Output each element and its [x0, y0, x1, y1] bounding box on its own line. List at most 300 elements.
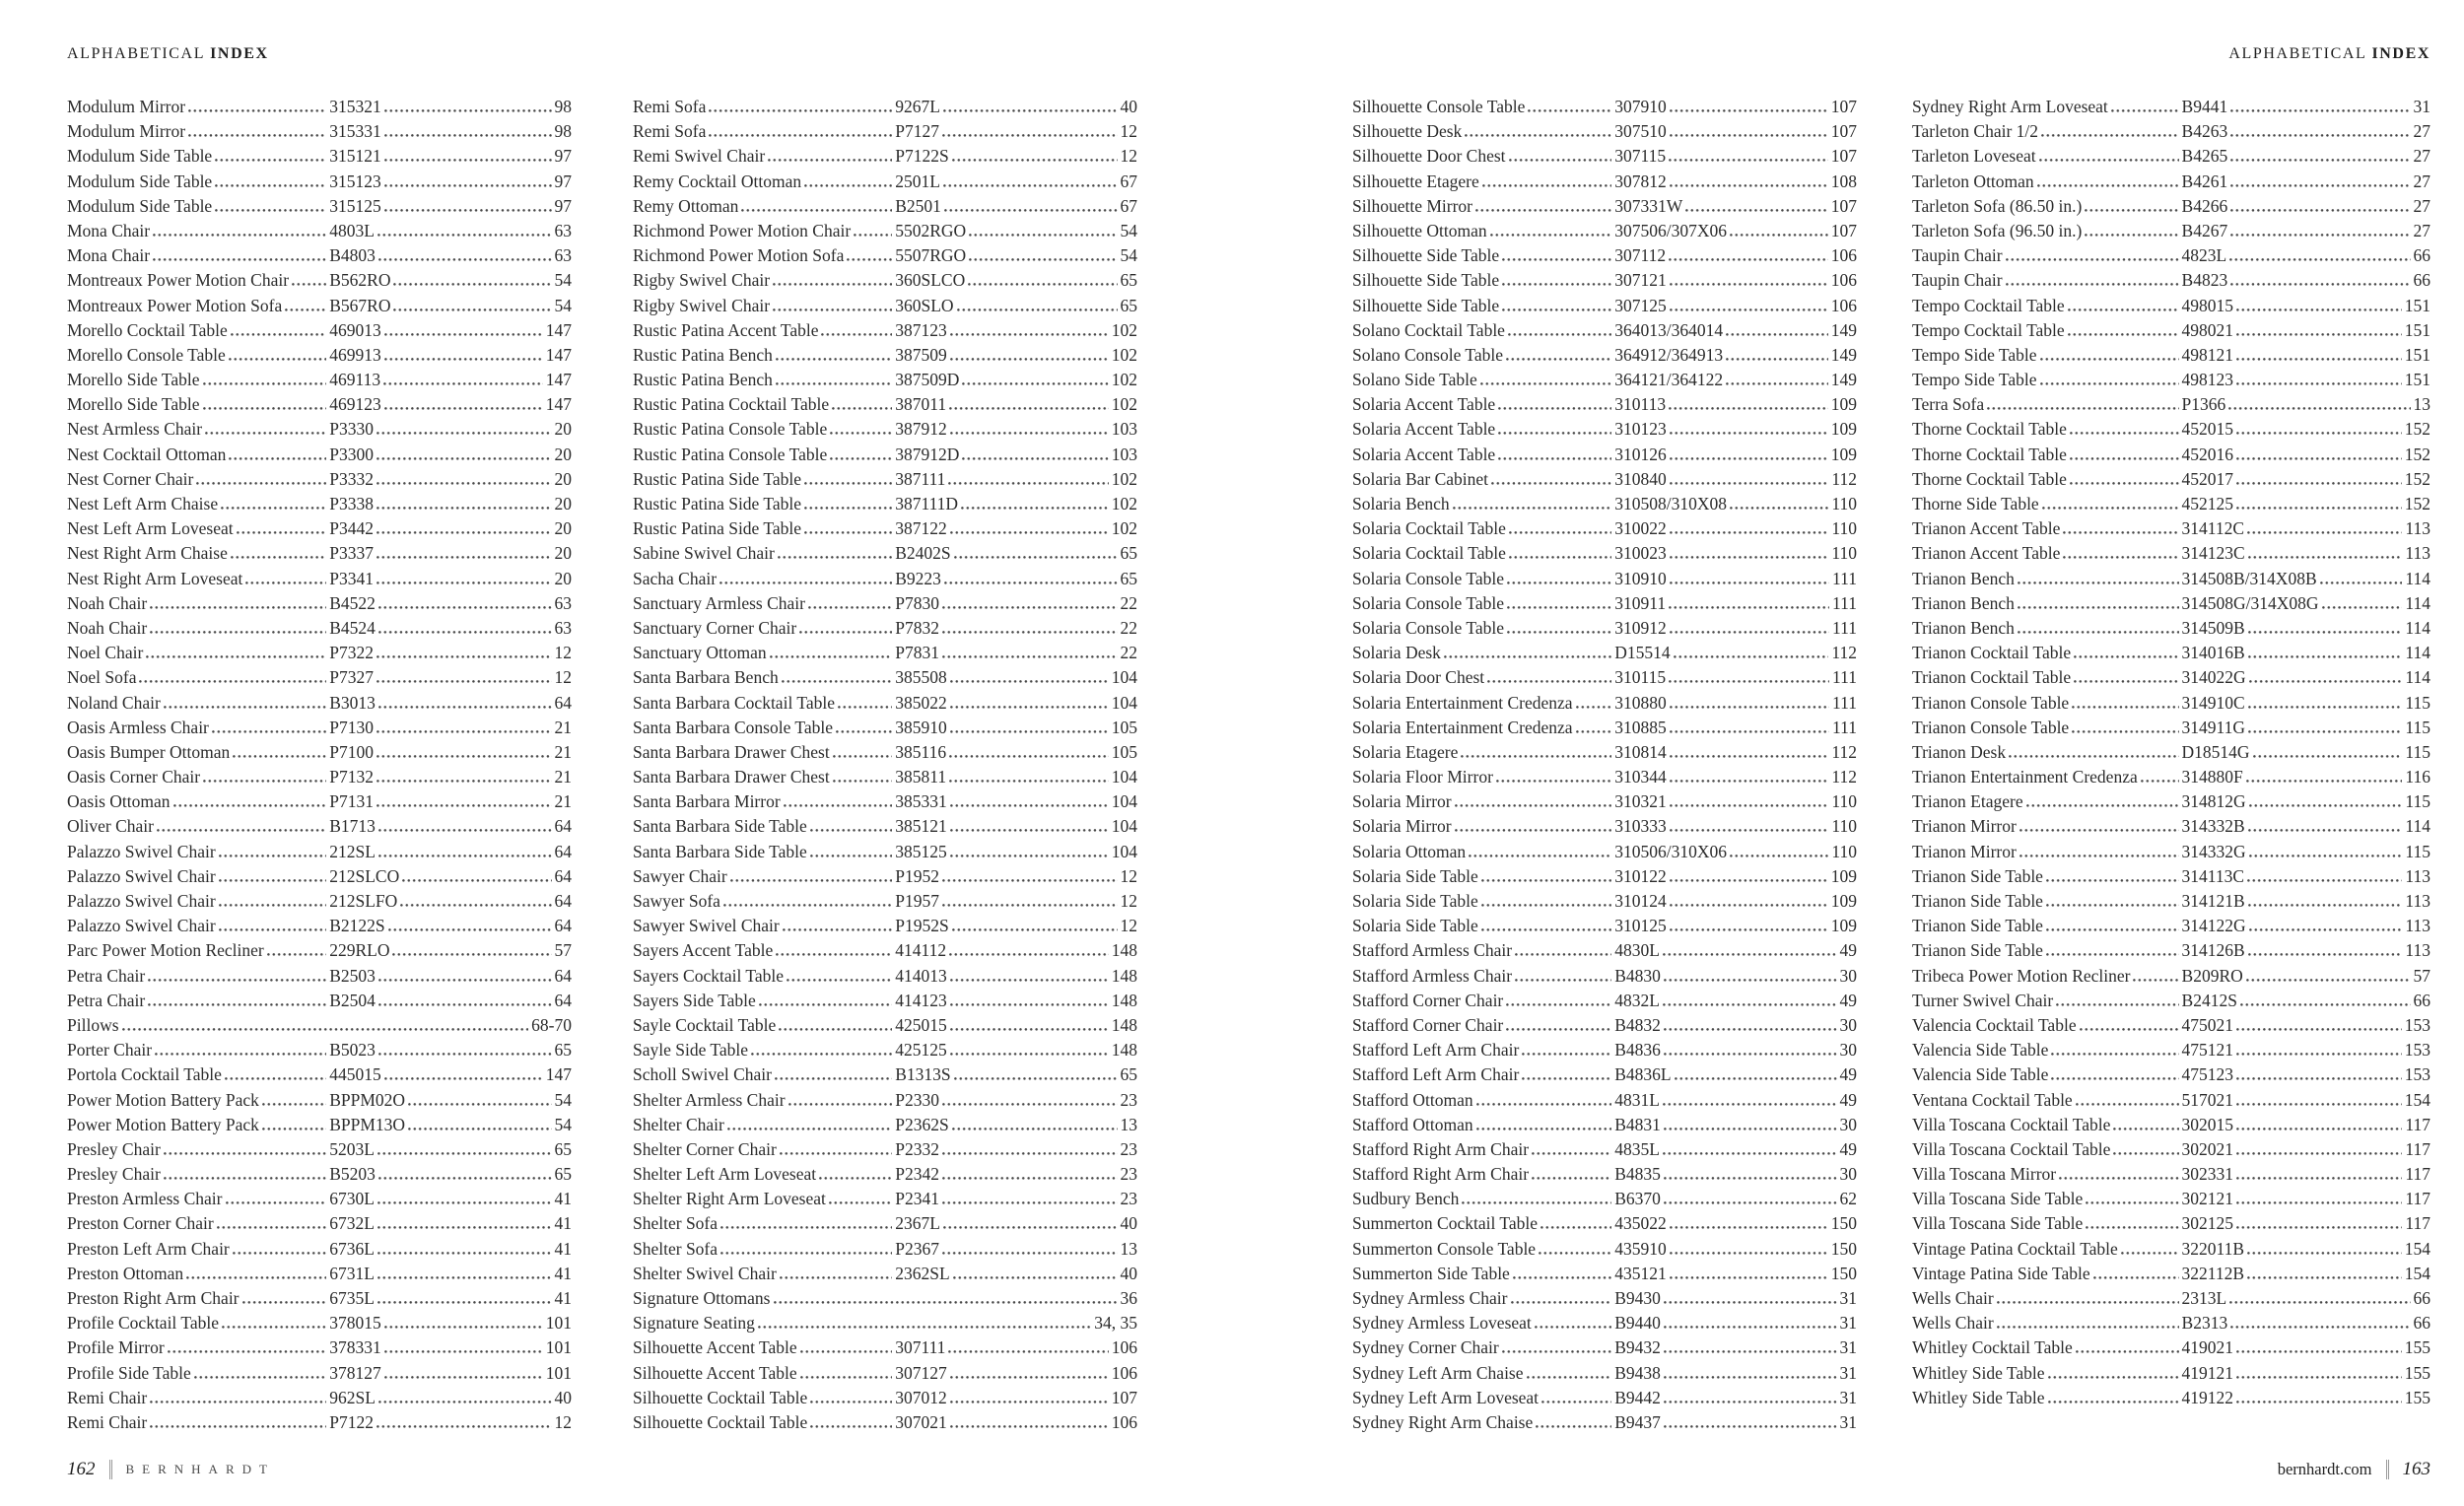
entry-name: Solano Cocktail Table — [1352, 319, 1505, 340]
dot-leader — [1669, 159, 1828, 162]
entry-model: B4266 — [2181, 195, 2228, 216]
page-footer-left — [67, 1459, 275, 1480]
entry-page: 101 — [545, 1362, 572, 1383]
dot-leader — [2093, 1276, 2179, 1279]
dot-leader — [1481, 904, 1612, 907]
dot-leader — [942, 1103, 1118, 1106]
entry-model: P7322 — [329, 643, 374, 663]
entry-left — [1352, 789, 1614, 814]
index-entry — [67, 467, 572, 492]
dot-leader — [1663, 1152, 1837, 1155]
entry-left — [67, 938, 329, 963]
entry-left — [1912, 443, 2182, 467]
entry-right — [329, 665, 572, 690]
dot-leader — [2006, 283, 2179, 286]
entry-name: Modulum Side Table — [67, 146, 213, 167]
entry-page: 155 — [2404, 1387, 2430, 1407]
entry-page: 107 — [1830, 195, 1857, 216]
dot-leader — [804, 482, 892, 485]
index-entry — [1352, 840, 1857, 864]
entry-right — [895, 417, 1137, 442]
index-entry — [67, 591, 572, 616]
entry-right — [895, 294, 1137, 318]
entry-right — [1614, 591, 1857, 616]
dot-leader — [2040, 382, 2179, 385]
entry-right — [2182, 1187, 2430, 1211]
entry-page: 67 — [1120, 171, 1137, 191]
dot-leader — [950, 730, 1109, 733]
entry-name: Sanctuary Ottoman — [633, 643, 767, 663]
entry-name: Solaria Ottoman — [1352, 841, 1467, 861]
index-column-1 — [67, 95, 572, 1435]
dot-leader — [741, 209, 892, 212]
entry-name: Sydney Right Arm Loveseat — [1912, 97, 2108, 116]
entry-left — [1352, 641, 1614, 665]
index-entry — [1912, 368, 2430, 392]
dot-leader — [203, 780, 326, 783]
entry-name: Solaria Side Table — [1352, 891, 1478, 911]
entry-page: 113 — [2405, 518, 2430, 539]
index-entry — [1352, 989, 1857, 1013]
entry-right — [1614, 1386, 1857, 1410]
entry-left — [1912, 1286, 2182, 1311]
index-entry — [633, 144, 1137, 169]
entry-model: 475021 — [2181, 1014, 2234, 1035]
dot-leader — [2236, 382, 2402, 385]
dot-leader — [376, 804, 552, 807]
entry-model: B2313 — [2181, 1313, 2228, 1334]
index-entry — [633, 665, 1137, 690]
entry-name: Montreaux Power Motion Sofa — [67, 295, 283, 315]
entry-left — [633, 914, 895, 938]
dot-leader — [229, 358, 326, 361]
entry-left — [633, 789, 895, 814]
dot-leader — [219, 928, 327, 931]
index-entry — [1912, 716, 2430, 740]
entry-name: Sayers Accent Table — [633, 940, 774, 961]
entry-name: Silhouette Door Chest — [1352, 146, 1506, 167]
entry-right — [895, 1088, 1137, 1113]
index-entry — [1352, 567, 1857, 591]
dot-leader — [950, 1028, 1109, 1031]
entry-page: 114 — [2405, 592, 2430, 613]
dot-leader — [1726, 382, 1828, 385]
entry-model: 322112B — [2181, 1263, 2245, 1283]
entry-left — [1352, 814, 1614, 839]
dot-leader — [1664, 1301, 1837, 1304]
dot-leader — [2026, 804, 2179, 807]
entry-right — [329, 716, 572, 740]
entry-left — [1912, 1088, 2182, 1113]
index-entry — [1352, 814, 1857, 839]
dot-leader — [384, 333, 543, 336]
dot-leader — [378, 1003, 552, 1006]
dot-leader — [267, 953, 326, 956]
entry-model: P1952 — [895, 865, 939, 886]
dot-leader — [2320, 582, 2403, 584]
dot-leader — [2230, 134, 2410, 137]
entry-right — [2182, 1386, 2430, 1410]
dot-leader — [377, 1301, 552, 1304]
entry-model: 310115 — [1614, 667, 1667, 688]
dot-leader — [1730, 234, 1828, 237]
dot-leader — [229, 457, 326, 460]
entry-model: 314121B — [2181, 891, 2245, 911]
dot-leader — [196, 482, 326, 485]
entry-page: 110 — [1831, 518, 1857, 539]
dot-leader — [950, 1053, 1109, 1056]
index-entry — [1352, 219, 1857, 243]
dot-leader — [2236, 333, 2402, 336]
entry-left — [67, 294, 329, 318]
entry-page: 66 — [2413, 1288, 2430, 1308]
entry-right — [1614, 1187, 1857, 1211]
entry-left — [1912, 889, 2182, 914]
index-entry — [67, 268, 572, 293]
entry-name: Solaria Accent Table — [1352, 444, 1496, 464]
entry-right — [1614, 1286, 1857, 1311]
index-entry — [1912, 516, 2430, 541]
entry-name: Villa Toscana Cocktail Table — [1912, 1114, 2111, 1134]
entry-name: Whitley Cocktail Table — [1912, 1337, 2073, 1358]
entry-model: BPPM13O — [329, 1114, 406, 1134]
entry-name: Trianon Bench — [1912, 568, 2015, 588]
entry-page: 116 — [2405, 767, 2430, 787]
dot-leader — [944, 582, 1118, 584]
entry-right — [895, 1113, 1137, 1137]
entry-right — [329, 989, 572, 1013]
index-entry — [1352, 541, 1857, 566]
dot-leader — [821, 333, 892, 336]
dot-leader — [2236, 1350, 2402, 1353]
dot-leader — [950, 804, 1109, 807]
dot-leader — [950, 1376, 1109, 1379]
entry-right — [329, 1162, 572, 1187]
dot-leader — [1670, 109, 1828, 112]
entry-right — [1614, 318, 1857, 343]
dot-leader — [1670, 755, 1829, 758]
entry-right — [2182, 144, 2430, 169]
index-entry — [633, 765, 1137, 789]
entry-page: 154 — [2404, 1089, 2430, 1110]
dot-leader — [833, 755, 893, 758]
entry-name: Sayers Side Table — [633, 990, 756, 1010]
entry-right — [895, 591, 1137, 616]
entry-left — [67, 1410, 329, 1435]
entry-model: P3332 — [329, 468, 374, 489]
dot-leader — [408, 1128, 551, 1130]
entry-name: Villa Toscana Side Table — [1912, 1189, 2084, 1209]
index-entry — [67, 989, 572, 1013]
dot-leader — [950, 855, 1109, 857]
entry-left — [1352, 368, 1614, 392]
dot-leader — [1476, 1128, 1612, 1130]
entry-model: 307125 — [1614, 295, 1667, 315]
entry-left — [67, 591, 329, 616]
dot-leader — [1487, 680, 1611, 683]
index-entry — [633, 170, 1137, 194]
entry-page: 117 — [2405, 1114, 2430, 1134]
entry-page: 148 — [1111, 1040, 1137, 1061]
index-entry — [1912, 268, 2430, 293]
dot-leader — [950, 531, 1109, 534]
entry-model: P7830 — [895, 592, 939, 613]
entry-right — [2182, 1062, 2430, 1087]
entry-model: B5023 — [329, 1040, 376, 1061]
entry-left — [633, 1237, 895, 1262]
entry-model: P1957 — [895, 891, 939, 911]
dot-leader — [2248, 706, 2403, 709]
entry-name: Rustic Patina Console Table — [633, 444, 828, 464]
entry-right — [329, 467, 572, 492]
page-header-left — [67, 45, 269, 63]
index-entry — [67, 318, 572, 343]
website-text: bernhardt.com — [2277, 1460, 2372, 1478]
index-entry — [633, 443, 1137, 467]
entry-right — [1614, 716, 1857, 740]
index-entry — [1352, 492, 1857, 516]
index-entry — [1352, 938, 1857, 963]
dot-leader — [215, 209, 326, 212]
entry-page: 104 — [1111, 692, 1137, 713]
entry-left — [67, 716, 329, 740]
entry-left — [1352, 1237, 1614, 1262]
entry-right — [1614, 119, 1857, 144]
entry-page: 102 — [1111, 394, 1137, 415]
dot-leader — [1506, 1028, 1611, 1031]
index-entry — [67, 392, 572, 417]
dot-leader — [376, 655, 552, 658]
entry-model: 360SLO — [895, 295, 954, 315]
entry-left — [1352, 1038, 1614, 1062]
index-entry — [633, 616, 1137, 641]
index-entry — [67, 417, 572, 442]
entry-right — [1614, 1137, 1857, 1162]
entry-right — [1614, 789, 1857, 814]
footer-divider — [2386, 1460, 2389, 1479]
entry-right — [895, 1187, 1137, 1211]
dot-leader — [222, 1326, 326, 1329]
index-entry — [67, 938, 572, 963]
index-entry — [633, 318, 1137, 343]
dot-leader — [854, 234, 892, 237]
dot-leader — [2249, 680, 2403, 683]
dot-leader — [1502, 283, 1611, 286]
dot-leader — [1670, 582, 1829, 584]
entry-name: Solaria Bench — [1352, 494, 1450, 513]
index-entry — [633, 691, 1137, 716]
dot-leader — [2236, 1028, 2402, 1031]
entry-page: 151 — [2404, 295, 2430, 315]
entry-name: Rustic Patina Side Table — [633, 468, 802, 489]
entry-name: Wells Chair — [1912, 1313, 1994, 1334]
entry-name: Trianon Accent Table — [1912, 518, 2061, 539]
entry-left — [67, 144, 329, 169]
entry-left — [1912, 765, 2182, 789]
entry-right — [2182, 641, 2430, 665]
entry-page: 150 — [1830, 1213, 1857, 1234]
entry-page: 109 — [1830, 444, 1857, 464]
entry-model: 387912D — [895, 444, 960, 464]
index-entry — [1912, 641, 2430, 665]
dot-leader — [219, 879, 327, 882]
entry-model: B9442 — [1614, 1387, 1661, 1407]
index-entry — [67, 1162, 572, 1187]
entry-left — [1352, 541, 1614, 566]
index-entry — [67, 95, 572, 119]
entry-name: Scholl Swivel Chair — [633, 1064, 772, 1085]
dot-leader — [205, 432, 326, 435]
dot-leader — [237, 531, 327, 534]
entry-left — [67, 789, 329, 814]
dot-leader — [1670, 457, 1828, 460]
dot-leader — [2046, 904, 2179, 907]
entry-right — [895, 1013, 1137, 1038]
index-entry — [1912, 964, 2430, 989]
dot-leader — [378, 606, 552, 609]
dot-leader — [164, 706, 326, 709]
entry-left — [1352, 219, 1614, 243]
index-entry — [1352, 765, 1857, 789]
entry-page: 41 — [554, 1213, 572, 1234]
entry-name: Summerton Console Table — [1352, 1238, 1537, 1259]
entry-model: 310122 — [1614, 865, 1667, 886]
entry-left — [1352, 740, 1614, 765]
entry-right — [2182, 1286, 2430, 1311]
entry-model: 314509B — [2181, 617, 2245, 638]
entry-page: 65 — [1120, 568, 1137, 588]
dot-leader — [2236, 507, 2402, 510]
dot-leader — [774, 1301, 1118, 1304]
entry-name: Morello Cocktail Table — [67, 319, 228, 340]
dot-leader — [219, 904, 327, 907]
dot-leader — [950, 829, 1109, 832]
entry-model: P1366 — [2181, 394, 2226, 415]
index-entry — [633, 591, 1137, 616]
entry-name: Valencia Side Table — [1912, 1064, 2049, 1085]
dot-leader — [262, 1103, 326, 1106]
entry-page: 63 — [554, 592, 572, 613]
entry-name: Solaria Entertainment Credenza — [1352, 717, 1573, 737]
dot-leader — [1498, 457, 1611, 460]
entry-name: Solano Console Table — [1352, 344, 1504, 365]
entry-page: 54 — [554, 295, 572, 315]
dot-leader — [122, 1028, 529, 1031]
entry-model: P2362S — [895, 1114, 949, 1134]
entry-left — [633, 1211, 895, 1236]
dot-leader — [2019, 829, 2179, 832]
entry-model: B5203 — [329, 1164, 376, 1185]
entry-model: 310022 — [1614, 518, 1667, 539]
dot-leader — [783, 928, 893, 931]
index-entry — [1912, 938, 2430, 963]
index-entry — [1912, 864, 2430, 889]
index-entry — [633, 1386, 1137, 1410]
entry-page: 155 — [2404, 1362, 2430, 1383]
entry-page: 149 — [1830, 344, 1857, 365]
dot-leader — [285, 308, 326, 311]
dot-leader — [804, 531, 892, 534]
entry-left — [1352, 1013, 1614, 1038]
entry-model: 360SLCO — [895, 270, 966, 291]
dot-leader — [215, 159, 326, 162]
entry-left — [1352, 194, 1614, 219]
entry-model: 302015 — [2181, 1114, 2234, 1134]
entry-model: 6731L — [329, 1263, 375, 1283]
index-entry — [1352, 964, 1857, 989]
index-entry — [633, 1137, 1137, 1162]
entry-left — [67, 1137, 329, 1162]
entry-model: 4823L — [2181, 245, 2227, 266]
entry-name: Rustic Patina Accent Table — [633, 319, 819, 340]
dot-leader — [810, 829, 892, 832]
index-entry — [633, 914, 1137, 938]
index-entry — [633, 492, 1137, 516]
entry-model: B1713 — [329, 816, 376, 837]
entry-right — [329, 1311, 572, 1335]
dot-leader — [1669, 606, 1829, 609]
entry-left — [633, 417, 895, 442]
entry-model: 469013 — [329, 319, 381, 340]
dot-leader — [832, 407, 892, 410]
entry-name: Remi Sofa — [633, 97, 707, 116]
entry-left — [1352, 691, 1614, 716]
entry-name: Sydney Armless Chair — [1352, 1288, 1508, 1308]
dot-leader — [384, 1376, 543, 1379]
entry-page: 113 — [2405, 865, 2430, 886]
entry-name: Trianon Entertainment Credenza — [1912, 767, 2138, 787]
entry-page: 66 — [2413, 245, 2430, 266]
entry-name: Santa Barbara Mirror — [633, 791, 781, 812]
entry-page: 112 — [1831, 643, 1857, 663]
dot-leader — [942, 606, 1118, 609]
entry-right — [329, 95, 572, 119]
entry-right — [2182, 740, 2430, 765]
entry-page: 22 — [1120, 643, 1137, 663]
entry-left — [1352, 864, 1614, 889]
entry-right — [2182, 964, 2430, 989]
index-entry — [633, 814, 1137, 839]
dot-leader — [378, 1401, 552, 1403]
dot-leader — [950, 680, 1109, 683]
entry-page: 98 — [554, 121, 572, 142]
entry-name: Santa Barbara Drawer Chest — [633, 767, 830, 787]
entry-right — [2182, 889, 2430, 914]
dot-leader — [1536, 1425, 1611, 1428]
entry-model: P7100 — [329, 741, 374, 762]
entry-left — [1352, 567, 1614, 591]
entry-left — [1352, 467, 1614, 492]
entry-model: 310508/310X08 — [1614, 494, 1727, 513]
index-entry — [67, 765, 572, 789]
entry-model: 435022 — [1614, 1213, 1667, 1234]
dot-leader — [2086, 1201, 2178, 1204]
entry-model: 4835L — [1614, 1138, 1660, 1159]
entry-left — [67, 516, 329, 541]
entry-left — [1912, 840, 2182, 864]
dot-leader — [392, 953, 551, 956]
entry-right — [895, 516, 1137, 541]
dot-leader — [962, 457, 1108, 460]
index-entry — [1912, 789, 2430, 814]
index-entry — [633, 1410, 1137, 1435]
dot-leader — [1522, 1077, 1611, 1080]
entry-model: B9440 — [1614, 1313, 1661, 1334]
entry-name: Shelter Armless Chair — [633, 1089, 786, 1110]
entry-left — [1352, 318, 1614, 343]
entry-right — [1614, 740, 1857, 765]
entry-left — [633, 541, 895, 566]
